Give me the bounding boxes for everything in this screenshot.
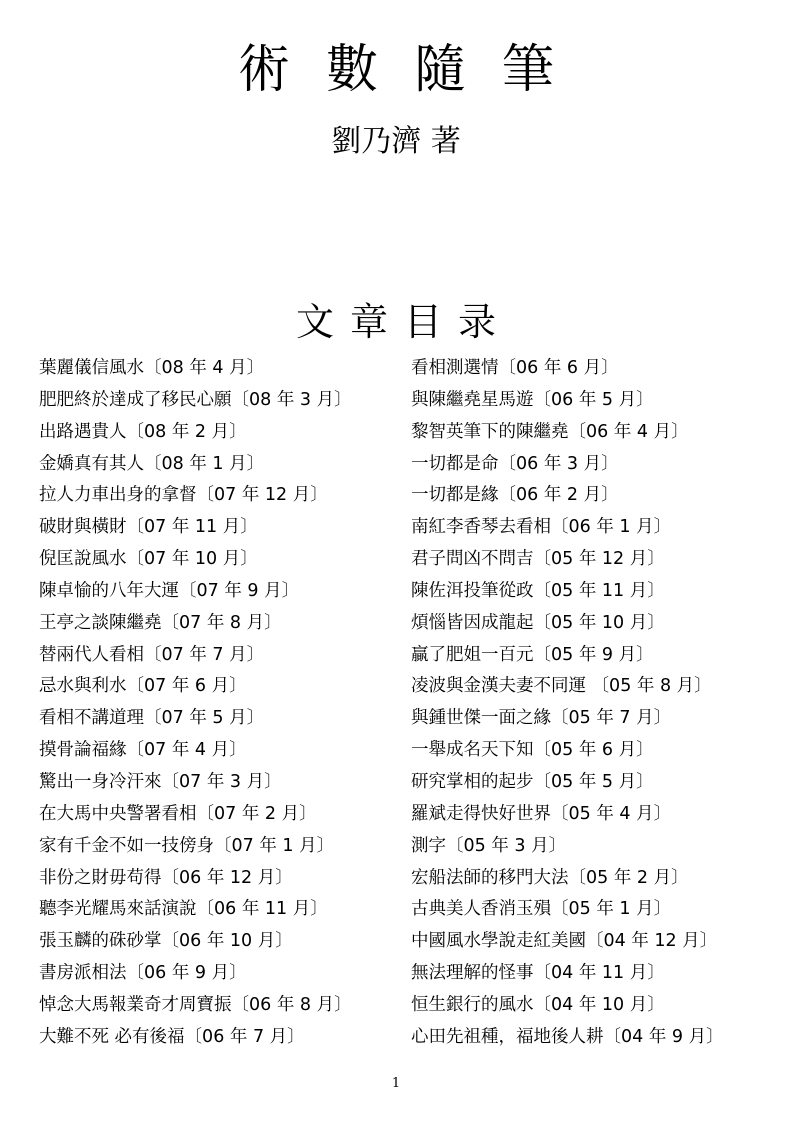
- toc-entry: 聽李光耀馬來話演說〔06 年 11 月〕: [39, 899, 328, 920]
- toc-entry: 看相不講道理〔07 年 5 月〕: [39, 708, 265, 729]
- toc-entry: 陳卓愉的八年大運〔07 年 9 月〕: [39, 580, 300, 601]
- toc-entry: 與鍾世傑一面之緣〔05 年 7 月〕: [411, 708, 672, 729]
- toc-entry: 黎智英筆下的陳繼堯〔06 年 4 月〕: [411, 421, 689, 442]
- toc-entry: 張玉麟的硃砂掌〔06 年 10 月〕: [39, 931, 293, 952]
- toc-entry: 金嬌真有其人〔08 年 1 月〕: [39, 453, 265, 474]
- toc-entry: 書房派相法〔06 年 9 月〕: [39, 963, 247, 984]
- toc-entry: 中國風水學說走紅美國〔04 年 12 月〕: [411, 931, 718, 952]
- toc-entry: 家有千金不如一技傍身〔07 年 1 月〕: [39, 835, 335, 856]
- toc-entry: 看相測選情〔06 年 6 月〕: [411, 358, 619, 378]
- toc-entry: 葉麗儀信風水〔08 年 4 月〕: [39, 358, 265, 378]
- toc-entry: 拉人力車出身的拿督〔07 年 12 月〕: [39, 485, 328, 506]
- toc-entry: 一切都是緣〔06 年 2 月〕: [411, 485, 619, 506]
- toc-entry: 摸骨論福緣〔07 年 4 月〕: [39, 740, 247, 761]
- toc-entry: 出路遇貴人〔08 年 2 月〕: [39, 421, 247, 442]
- toc-entry: 非份之財毋苟得〔06 年 12 月〕: [39, 867, 293, 888]
- toc-entry: 破財與橫財〔07 年 11 月〕: [39, 517, 258, 538]
- toc-entry: 無法理解的怪事〔04 年 11 月〕: [411, 963, 665, 984]
- toc-entry: 肥肥終於達成了移民心願〔08 年 3 月〕: [39, 389, 352, 410]
- toc-entry: 宏船法師的移門大法〔05 年 2 月〕: [411, 867, 689, 888]
- toc-entry: 古典美人香消玉殞〔05 年 1 月〕: [411, 899, 672, 920]
- toc-entry: 驚出一身冷汗來〔07 年 3 月〕: [39, 771, 282, 792]
- toc-left-column: [39, 353, 391, 1054]
- toc-entry: 陳佐洱投筆從政〔05 年 11 月〕: [411, 580, 665, 601]
- toc-entry: 替兩代人看相〔07 年 7 月〕: [39, 644, 265, 665]
- toc-entry: 悼念大馬報業奇才周寶振〔06 年 8 月〕: [39, 994, 352, 1015]
- toc-entry: 贏了肥姐一百元〔05 年 9 月〕: [411, 644, 654, 665]
- toc-right-column: [411, 353, 771, 1054]
- toc-entry: 測字〔05 年 3 月〕: [411, 835, 567, 856]
- toc-entry: 羅斌走得快好世界〔05 年 4 月〕: [411, 803, 672, 824]
- toc-entry: 與陳繼堯星馬遊〔06 年 5 月〕: [411, 389, 654, 410]
- toc-entry: 恒生銀行的風水〔04 年 10 月〕: [411, 994, 665, 1015]
- toc-entry: 忌水與利水〔07 年 6 月〕: [39, 676, 247, 697]
- toc-entry: 凌波與金漢夫妻不同運 〔05 年 8 月〕: [411, 676, 712, 697]
- toc-entry: 倪匡說風水〔07 年 10 月〕: [39, 549, 258, 570]
- toc-entry: 研究掌相的起步〔05 年 5 月〕: [411, 771, 654, 792]
- toc-entry: 南紅李香琴去看相〔06 年 1 月〕: [411, 517, 672, 538]
- toc-entry: 煩惱皆因成龍起〔05 年 10 月〕: [411, 612, 665, 633]
- toc-entry: 一舉成名天下知〔05 年 6 月〕: [411, 740, 654, 761]
- book-title: 術數隨筆: [237, 40, 590, 100]
- toc-entry: 一切都是命〔06 年 3 月〕: [411, 453, 619, 474]
- toc-entry: 君子問凶不問吉〔05 年 12 月〕: [411, 549, 665, 570]
- page-number: 1: [391, 1076, 401, 1091]
- toc-entry: 在大馬中央警署看相〔07 年 2 月〕: [39, 803, 317, 824]
- toc-heading: 文章目录: [295, 300, 512, 344]
- toc-entry: 王亭之談陳繼堯〔07 年 8 月〕: [39, 612, 282, 633]
- book-author: 劉乃濟 著: [331, 124, 461, 159]
- toc-entry: 大難不死 必有後福〔06 年 7 月〕: [39, 1026, 305, 1047]
- toc-entry: 心田先祖種，福地後人耕〔04 年 9 月〕: [411, 1026, 724, 1047]
